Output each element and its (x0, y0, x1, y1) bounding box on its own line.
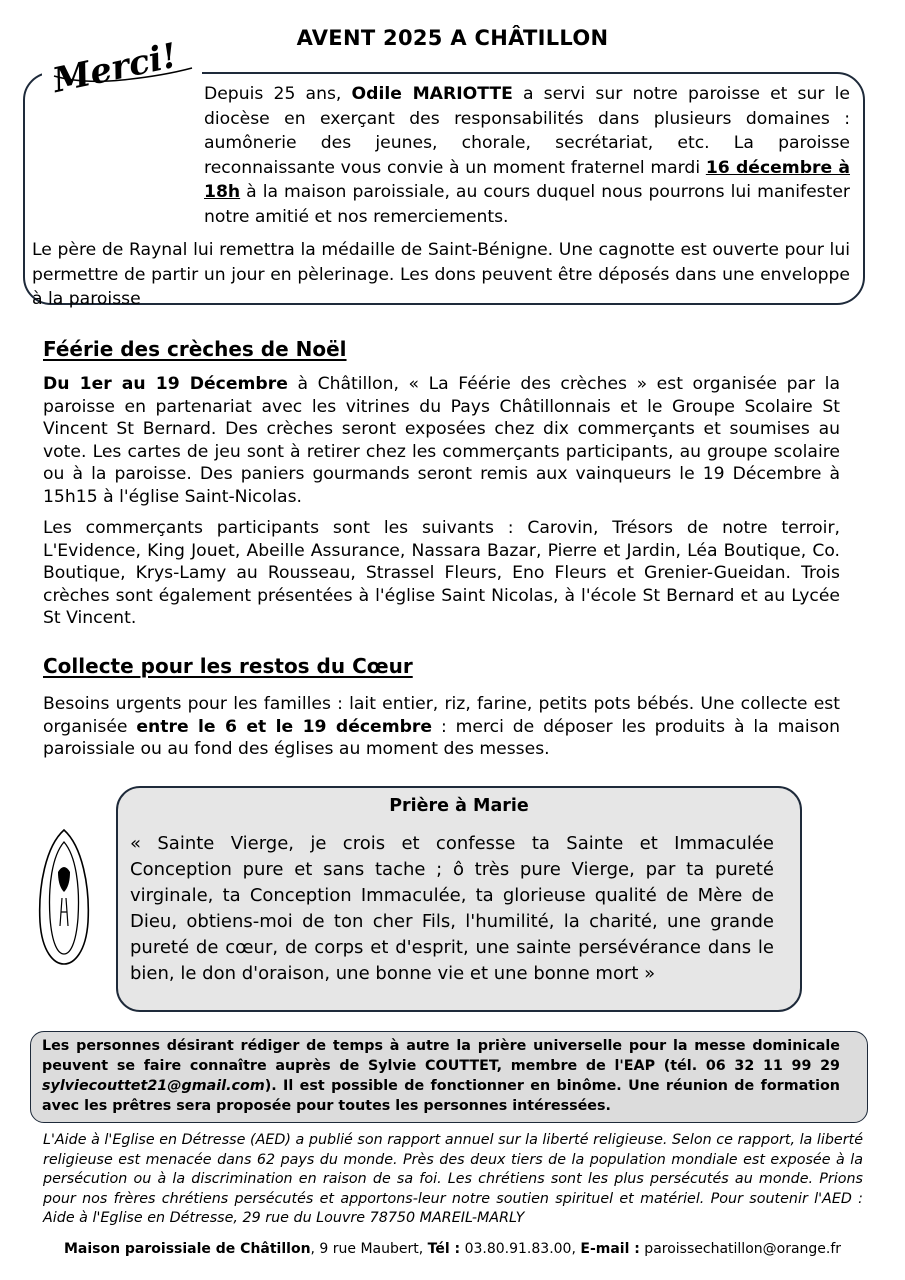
feerie-heading: Féérie des crèches de Noël (43, 337, 347, 361)
page-title: AVENT 2025 A CHÂTILLON (296, 26, 609, 50)
notice-text: Les personnes désirant rédiger de temps à autre la prière universelle pour la messe dominicale peuvent se faire connaître auprès de Sylvie COUTTET, membre de l'EAP (tél. 06 32 11 99 29 sylviecouttet21@gmail.com). Il est possible de fonctionner en binôme. Une réunion de formation avec les prêtres sera proposée pour toutes les personnes intéressées. (42, 1038, 840, 1114)
collecte-text: Besoins urgents pour les familles : lait entier, riz, farine, petits pots bébés. Une collecte est organisée entre le 6 et le 19 décembre : merci de déposer les produits à la maison paroissiale ou au fond des églises au moment des messes. (43, 694, 840, 759)
collecte-heading: Collecte pour les restos du Cœur (43, 654, 413, 678)
contact-email[interactable]: sylviecouttet21@gmail.com (42, 1078, 265, 1094)
prayer-text: « Sainte Vierge, je crois et confesse ta Sainte et Immaculée Conception pure et sans tache ; ô très pure Vierge, par ta pureté virginale, ta Conception Immaculée, ta glorieuse qualité de Mère de Dieu, obtiens-moi de ton cher Fils, l'humilité, la charité, une grande pureté de cœur, de corps et d'esprit, une sainte persévérance dans le bien, le don d'oraison, une bonne vie et une bonne mort » (130, 833, 774, 984)
merci-logo-text: Merci! (49, 35, 181, 102)
aed-text: L'Aide à l'Eglise en Détresse (AED) a publié son rapport annuel sur la liberté religieuse. Selon ce rapport, la liberté religieuse est menacée dans 62 pays du monde. Près des deux tiers de la population mondiale est exposée à la persécution ou à la discrimination en raison de sa foi. Les chrétiens sont les plus persécutés au monde. Prions pour nos frères chrétiens persécutés et apportons-leur notre soutien spirituel et matériel. Pour soutenir l'AED : Aide à l'Eglise en Détresse, 29 rue du Louvre 78750 MAREIL-MARLY (43, 1132, 863, 1226)
feerie-text: Du 1er au 19 Décembre à Châtillon, « La Féérie des crèches » est organisée par la paroisse en partenariat avec les vitrines du Pays Châtillonnais et le Groupe Scolaire St Vincent St Bernard. Des crèches seront exposées chez dix commerçants et soumises au vote. Les cartes de jeu sont à retirer chez les commerçants participants, au groupe scolaire ou à la paroisse. Des paniers gourmands seront remis aux vainqueurs le 19 Décembre à 15h15 à l'église Saint-Nicolas. Les commerçants participants sont les suivants : Carovin, Trésors de notre terroir, L'Evidence, King Jouet, Abeille Assurance, Nassara Bazar, Pierre et Jardin, Léa Boutique, Co. Boutique, Krys-Lamy au Rousseau, Strassel Fleurs, Eno Fleurs et Grenier-Gueidan. Trois crèches sont également présentées à l'église Saint Nicolas, à l'école St Bernard et au Lycée St Vincent. (43, 374, 840, 628)
honoree-name: Odile MARIOTTE (351, 84, 513, 104)
merci-text: Depuis 25 ans, Odile MARIOTTE a servi sur notre paroisse et sur le diocèse en exerçant des responsabilités dans plusieurs domaines : aumônerie des jeunes, chorale, secrétariat, etc. La paroisse reconnaissante vous convie à un moment fraternel mardi 16 décembre à 18h à la maison paroissiale, au cours duquel nous pourrons lui manifester notre amitié et nos remerciements. Le père de Raynal lui remettra la médaille de Saint-Bénigne. Une cagnotte est ouverte pour lui permettre de partir un jour en pèlerinage. Les dons peuvent être déposés dans une enveloppe à la paroisse (32, 82, 850, 321)
footer: Maison paroissiale de Châtillon, 9 rue Maubert, Tél : 03.80.91.83.00, E-mail : paroissechatillon@orange.fr (63, 1241, 842, 1257)
event-date: 16 décembre à 18h (204, 157, 850, 202)
virgin-mary-icon (36, 826, 92, 968)
prayer-title: Prière à Marie (389, 796, 529, 816)
merci-paragraph-2: Le père de Raynal lui remettra la médaille de Saint-Bénigne. Une cagnotte est ouverte pour lui permettre de partir un jour en pèlerinage. Les dons peuvent être déposés dans une enveloppe à la paroisse (32, 240, 850, 309)
footer-email[interactable]: paroissechatillon@orange.fr (639, 1241, 842, 1257)
feerie-paragraph-2: Les commerçants participants sont les suivants : Carovin, Trésors de notre terroir, L'Evidence, King Jouet, Abeille Assurance, Nassara Bazar, Pierre et Jardin, Léa Boutique, Co. Boutique, Krys-Lamy au Rousseau, Strassel Fleurs, Eno Fleurs et Grenier-Gueidan. Trois crèches sont également présentées à l'église Saint Nicolas, à l'école St Bernard et au Lycée St Vincent. (43, 518, 840, 628)
